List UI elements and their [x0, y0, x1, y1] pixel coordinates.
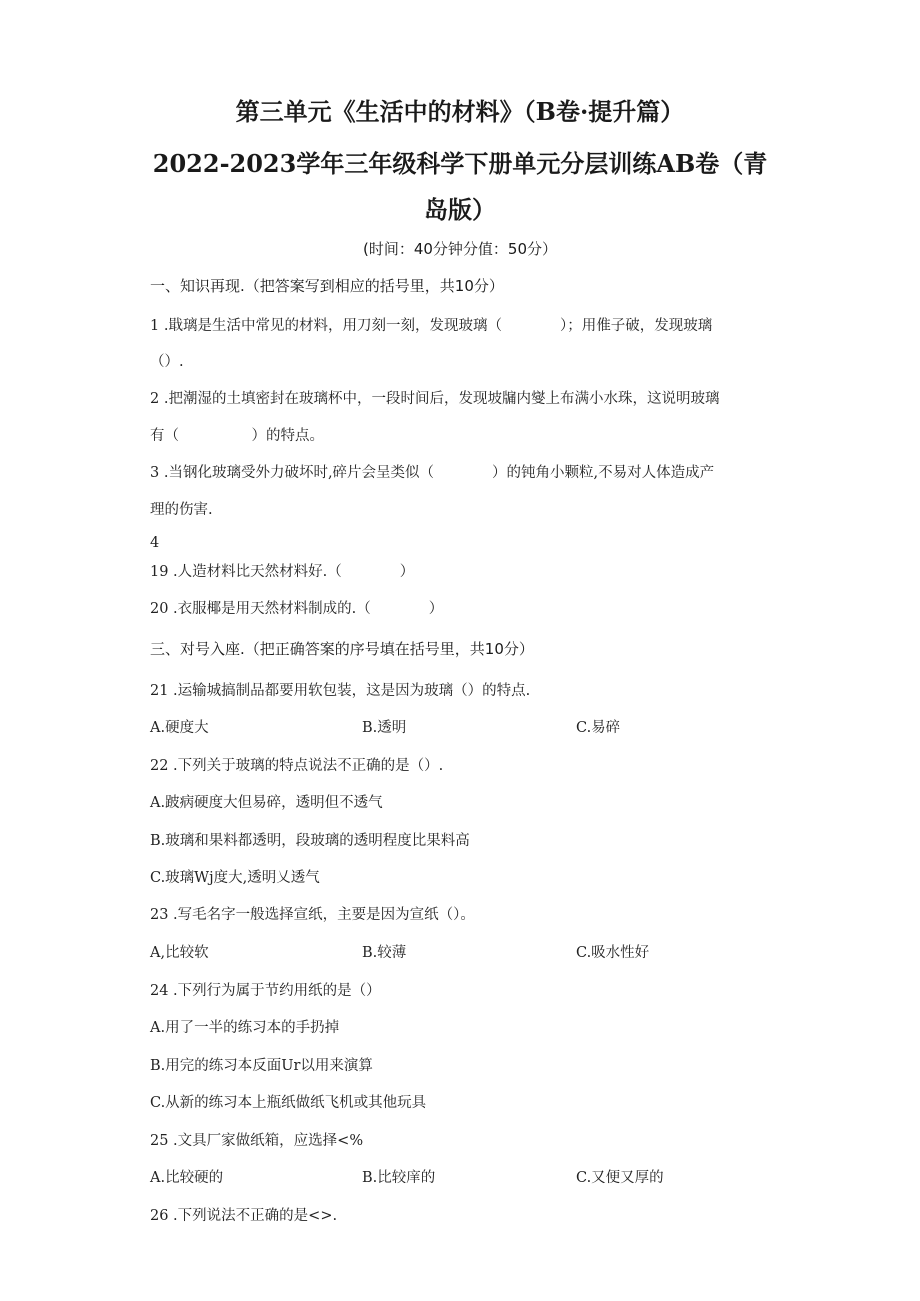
q2-line2: 有（ ）的特点。 [150, 428, 324, 444]
q1-line1: 1 .戢璃是生活中常见的材料，用刀刻一刻，发现玻璃（ ）；用倠子破，发现玻璃 [150, 318, 713, 334]
q25: 25 .文具厂家做纸箱，应选择<% [150, 1133, 364, 1149]
q25-option-a: A.比较硬的 [150, 1170, 224, 1186]
q19: 19 .人造材料比天然材料好.（ ） [150, 564, 415, 580]
q26: 26 .下列说法不正确的是<>. [150, 1208, 338, 1224]
time-info: (时间：40分钟分值：50分） [362, 240, 558, 258]
q23: 23 .写毛名字一般选择宣纸，主要是因为宣纸（）。 [150, 907, 475, 923]
q21: 21 .运输城搞制品都要用软包装，这是因为玻璃（）的特点. [150, 683, 531, 699]
doc-title-line2: 2022-2023学年三年级科学下册单元分层训练AB卷（青 [152, 149, 768, 178]
section1-heading: 一、知识再现.（把答案写到相应的括号里，共10分） [150, 277, 504, 295]
q22-option-b: B.玻璃和果料都透明，段玻璃的透明程度比果料高 [150, 833, 470, 849]
doc-title-line1: 第三单元《生活中的材料》（B卷·提升篇） [235, 97, 685, 126]
q24-option-b: B.用完的练习本反面Ur以用来演算 [150, 1058, 373, 1074]
q24: 24 .下列行为属于节约用纸的是（） [150, 983, 381, 999]
q21-option-c: C.易碎 [576, 720, 621, 736]
q25-option-c: C.又便又厚的 [576, 1170, 664, 1186]
q23-option-c: C.吸水性好 [576, 945, 650, 961]
q3-line2: 理的伤害. [150, 502, 213, 518]
q2-line1: 2 .把潮湿的土填密封在玻璃杯中，一段时间后，发现坡牖内燮上布满小水珠，这说明玻璃 [150, 391, 720, 407]
q22-option-c: C.玻璃Wj度大,透明乂透气 [150, 870, 320, 886]
q22: 22 .下列关于玻璃的特点说法不正确的是（）. [150, 758, 444, 774]
q23-option-a: A,比较软 [150, 945, 209, 961]
doc-title-line3: 岛版） [424, 195, 496, 224]
q3-line1: 3 .当钢化玻璃受外力破坏时,碎片会呈类似（ ）的钝角小颗粒,不易对人体造成产 [150, 465, 715, 481]
q23-option-b: B.较薄 [362, 945, 407, 961]
q22-option-a: A.跛病硬度大但易碎，透明但不透气 [150, 795, 383, 811]
q20: 20 .衣服椰是用天然材料制成的.（ ） [150, 601, 444, 617]
q25-option-b: B.比较庠的 [362, 1170, 436, 1186]
q24-option-a: A.用了一半的练习本的手扔掉 [150, 1020, 340, 1036]
section3-heading: 三、对号入座.（把正确答案的序号填在括号里，共10分） [150, 640, 534, 658]
q1-line2: （）. [150, 354, 184, 370]
q21-option-b: B.透明 [362, 720, 407, 736]
q21-option-a: A.硬度大 [150, 720, 209, 736]
q24-option-c: C.从新的练习本上瓶纸做纸飞机或其他玩具 [150, 1095, 427, 1111]
q4-line1: 4 [150, 535, 160, 551]
